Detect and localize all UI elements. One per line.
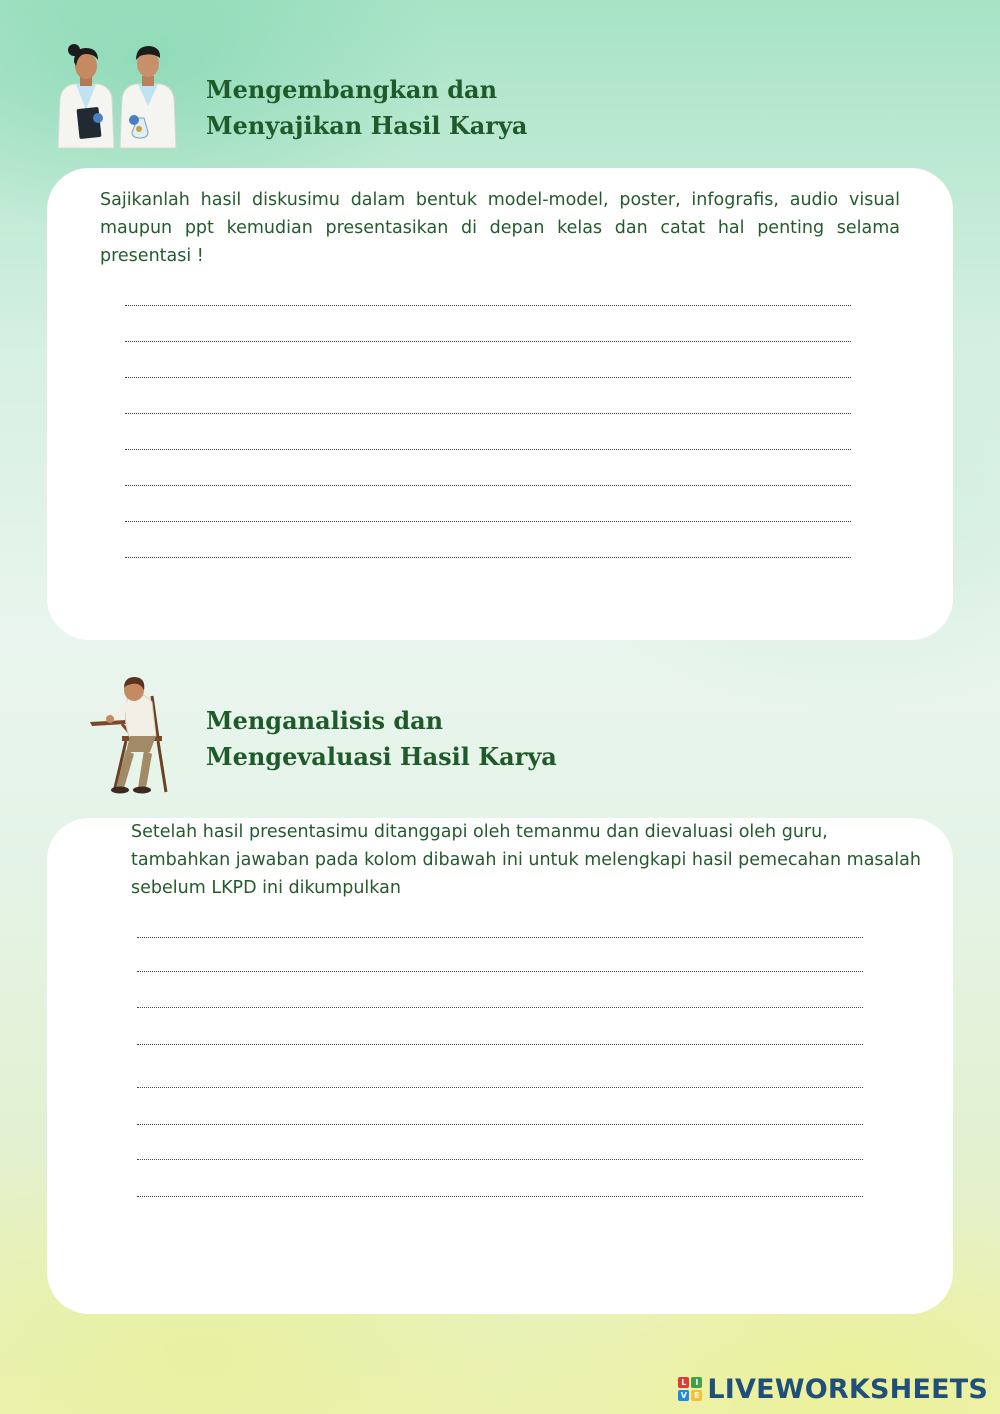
liveworksheets-brand[interactable] — [678, 1372, 988, 1406]
section1-instruction: Sajikanlah hasil diskusimu dalam bentuk model-model, poster, infografis, audio visual maupun ppt kemudian presentasikan di depan kelas dan catat hal penting selama presentasi ! — [100, 190, 900, 266]
scientists-icon — [48, 40, 188, 152]
answer-line — [125, 521, 851, 522]
student-writing-icon — [86, 676, 178, 796]
liveworksheets-logo-icon — [678, 1377, 702, 1401]
section1-title-line1: Mengembangkan dan — [206, 75, 498, 104]
answer-line — [137, 1044, 863, 1045]
answer-line — [137, 1007, 863, 1008]
answer-line — [125, 305, 851, 306]
logo-letter: L — [678, 1377, 689, 1388]
answer-line — [125, 449, 851, 450]
section2-card — [47, 818, 953, 1314]
answer-line — [125, 485, 851, 486]
logo-letter: I — [691, 1377, 702, 1388]
section2-title — [206, 703, 557, 775]
answer-line — [137, 937, 863, 938]
answer-line — [137, 1159, 863, 1160]
logo-letter: E — [691, 1390, 702, 1401]
section1-title — [206, 72, 527, 144]
answer-line — [125, 557, 851, 558]
answer-line — [125, 413, 851, 414]
section1-title-line2: Menyajikan Hasil Karya — [206, 111, 528, 140]
section1-card — [47, 168, 953, 640]
section2-title-line1: Menganalisis dan — [206, 706, 444, 735]
section2-instruction: Setelah hasil presentasimu ditanggapi oleh temanmu dan dievaluasi oleh guru, tambahkan jawaban pada kolom dibawah ini untuk melengkapi hasil pemecahan masalah sebelum LKPD ini dikumpulkan — [131, 822, 921, 898]
answer-line — [137, 1124, 863, 1125]
answer-line — [137, 971, 863, 972]
brand-name: LIVEWORKSHEETS — [707, 1373, 988, 1405]
answer-line — [125, 377, 851, 378]
logo-letter: V — [678, 1390, 689, 1401]
section1-answer-area[interactable] — [125, 305, 851, 565]
section2-answer-area[interactable] — [137, 937, 863, 1199]
section2-title-line2: Mengevaluasi Hasil Karya — [206, 742, 557, 771]
answer-line — [137, 1196, 863, 1197]
answer-line — [137, 1087, 863, 1088]
answer-line — [125, 341, 851, 342]
